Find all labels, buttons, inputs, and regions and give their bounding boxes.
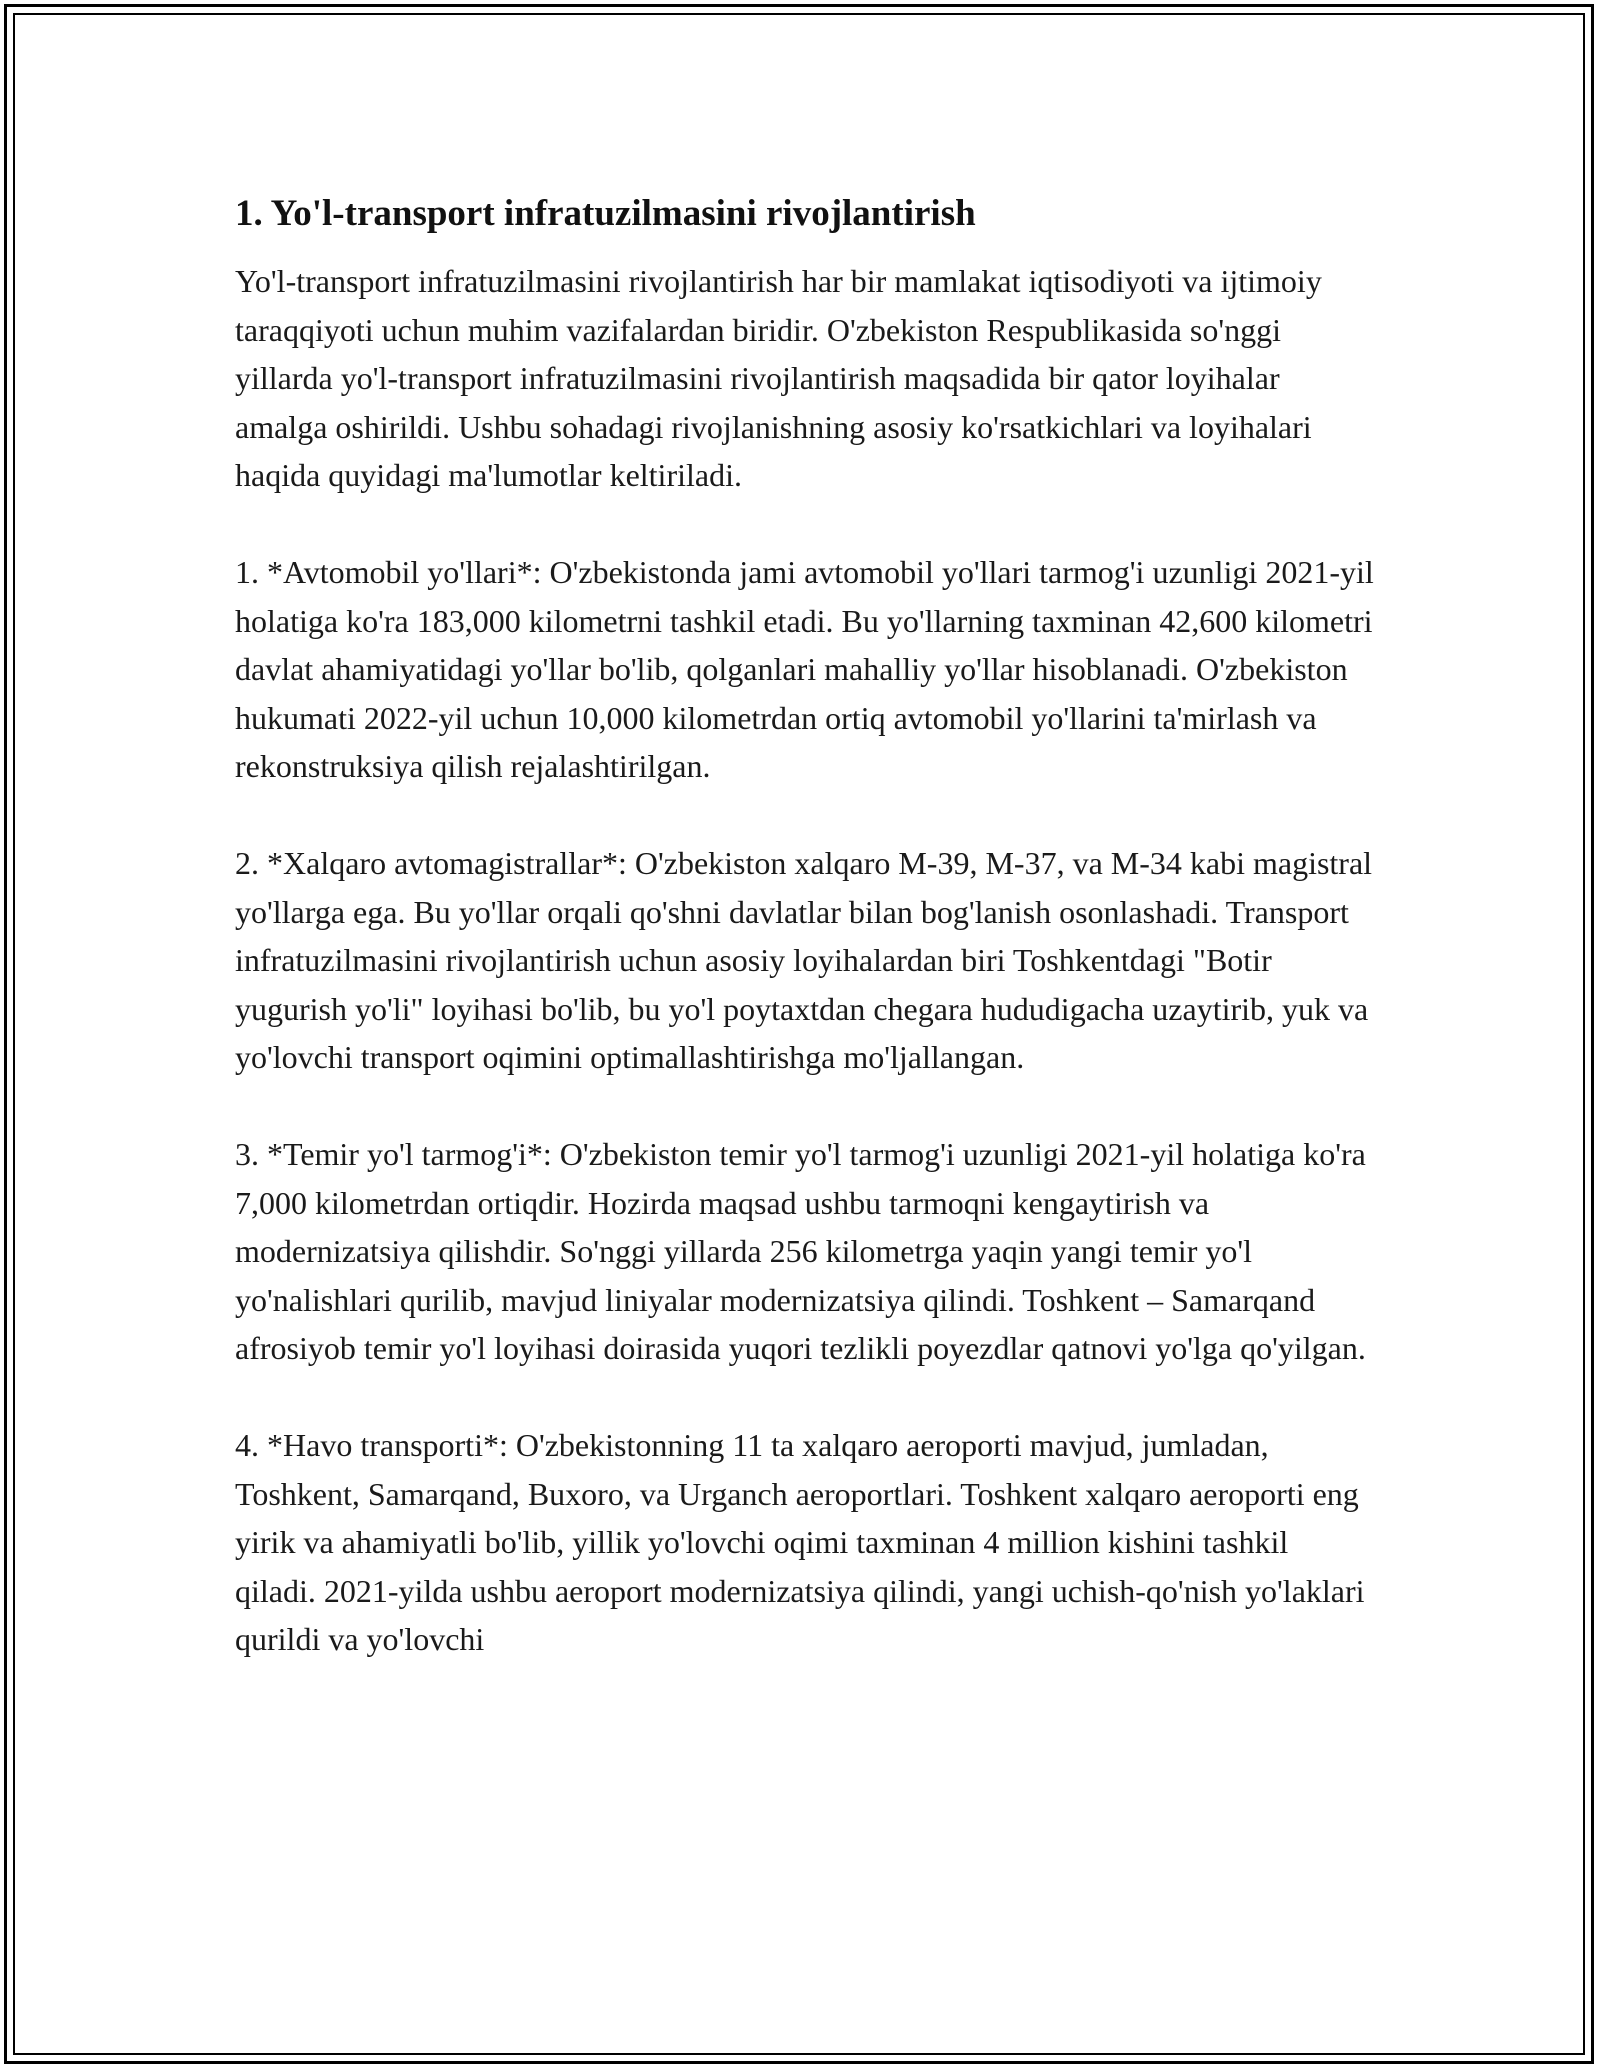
paragraph-air-transport: 4. *Havo transporti*: O'zbekistonning 11 ta xalqaro aeroporti mavjud, jumladan, Toshkent, Samarqand, Buxoro, va Urganch aeroportlari. Toshkent xalqaro aeroporti eng yirik va ahamiyatli bo'lib, yillik yo'lovchi oqimi taxminan 4 million kishini tashkil qiladi. 2021-yilda ushbu aeroport modernizatsiya qilindi, yangi uchish-qo'nish yo'laklari qurildi va yo'lovchi — [235, 1427, 1365, 1657]
paragraph-road-network: 1. *Avtomobil yo'llari*: O'zbekistonda jami avtomobil yo'llari tarmog'i uzunligi 2021-yil holatiga ko'ra 183,000 kilometrni tashkil etadi. Bu yo'llarning taxminan 42,600 kilometri davlat ahamiyatidagi yo'llar bo'lib, qolganlari mahalliy yo'llar hisoblanadi. O'zbekiston hukumati 2022-yil uchun 10,000 kilometrdan ortiq avtomobil yo'llarini ta'mirlash va rekonstruksiya qilish rejalashtirilgan. — [235, 554, 1374, 784]
paragraph-international-highways: 2. *Xalqaro avtomagistrallar*: O'zbekiston xalqaro M-39, M-37, va M-34 kabi magistral yo'llarga ega. Bu yo'llar orqali qo'shni davlatlar bilan bog'lanish osonlashadi. Transport infratuzilmasini rivojlantirish uchun asosiy loyihalardan biri Toshkentdagi "Botir yugurish yo'li" loyihasi bo'lib, bu yo'l poytaxtdan chegara hududigacha uzaytirib, yuk va yo'lovchi transport oqimini optimallashtirishga mo'ljallangan. — [235, 845, 1373, 1075]
intro-paragraph: Yo'l-transport infratuzilmasini rivojlantirish har bir mamlakat iqtisodiyoti va ijtimoiy taraqqiyoti uchun muhim vazifalardan biridir. O'zbekiston Respublikasida so'nggi yillarda yo'l-transport infratuzilmasini rivojlantirish maqsadida bir qator loyihalar amalga oshirildi. Ushbu sohadagi rivojlanishning asosiy ko'rsatkichlari va loyihalari haqida quyidagi ma'lumotlar keltiriladi. — [235, 263, 1322, 493]
paragraph-railway-network: 3. *Temir yo'l tarmog'i*: O'zbekiston temir yo'l tarmog'i uzunligi 2021-yil holatiga ko'ra 7,000 kilometrdan ortiqdir. Hozirda maqsad ushbu tarmoqni kengaytirish va modernizatsiya qilishdir. So'nggi yillarda 256 kilometrga yaqin yangi temir yo'l yo'nalishlari qurilib, mavjud liniyalar modernizatsiya qilindi. Toshkent – Samarqand afrosiyob temir yo'l loyihasi doirasida yuqori tezlikli poyezdlar qatnovi yo'lga qo'yilgan. — [235, 1136, 1366, 1366]
document-body — [235, 185, 1375, 1664]
section-heading: 1. Yo'l-transport infratuzilmasini rivojlantirish — [235, 193, 976, 234]
